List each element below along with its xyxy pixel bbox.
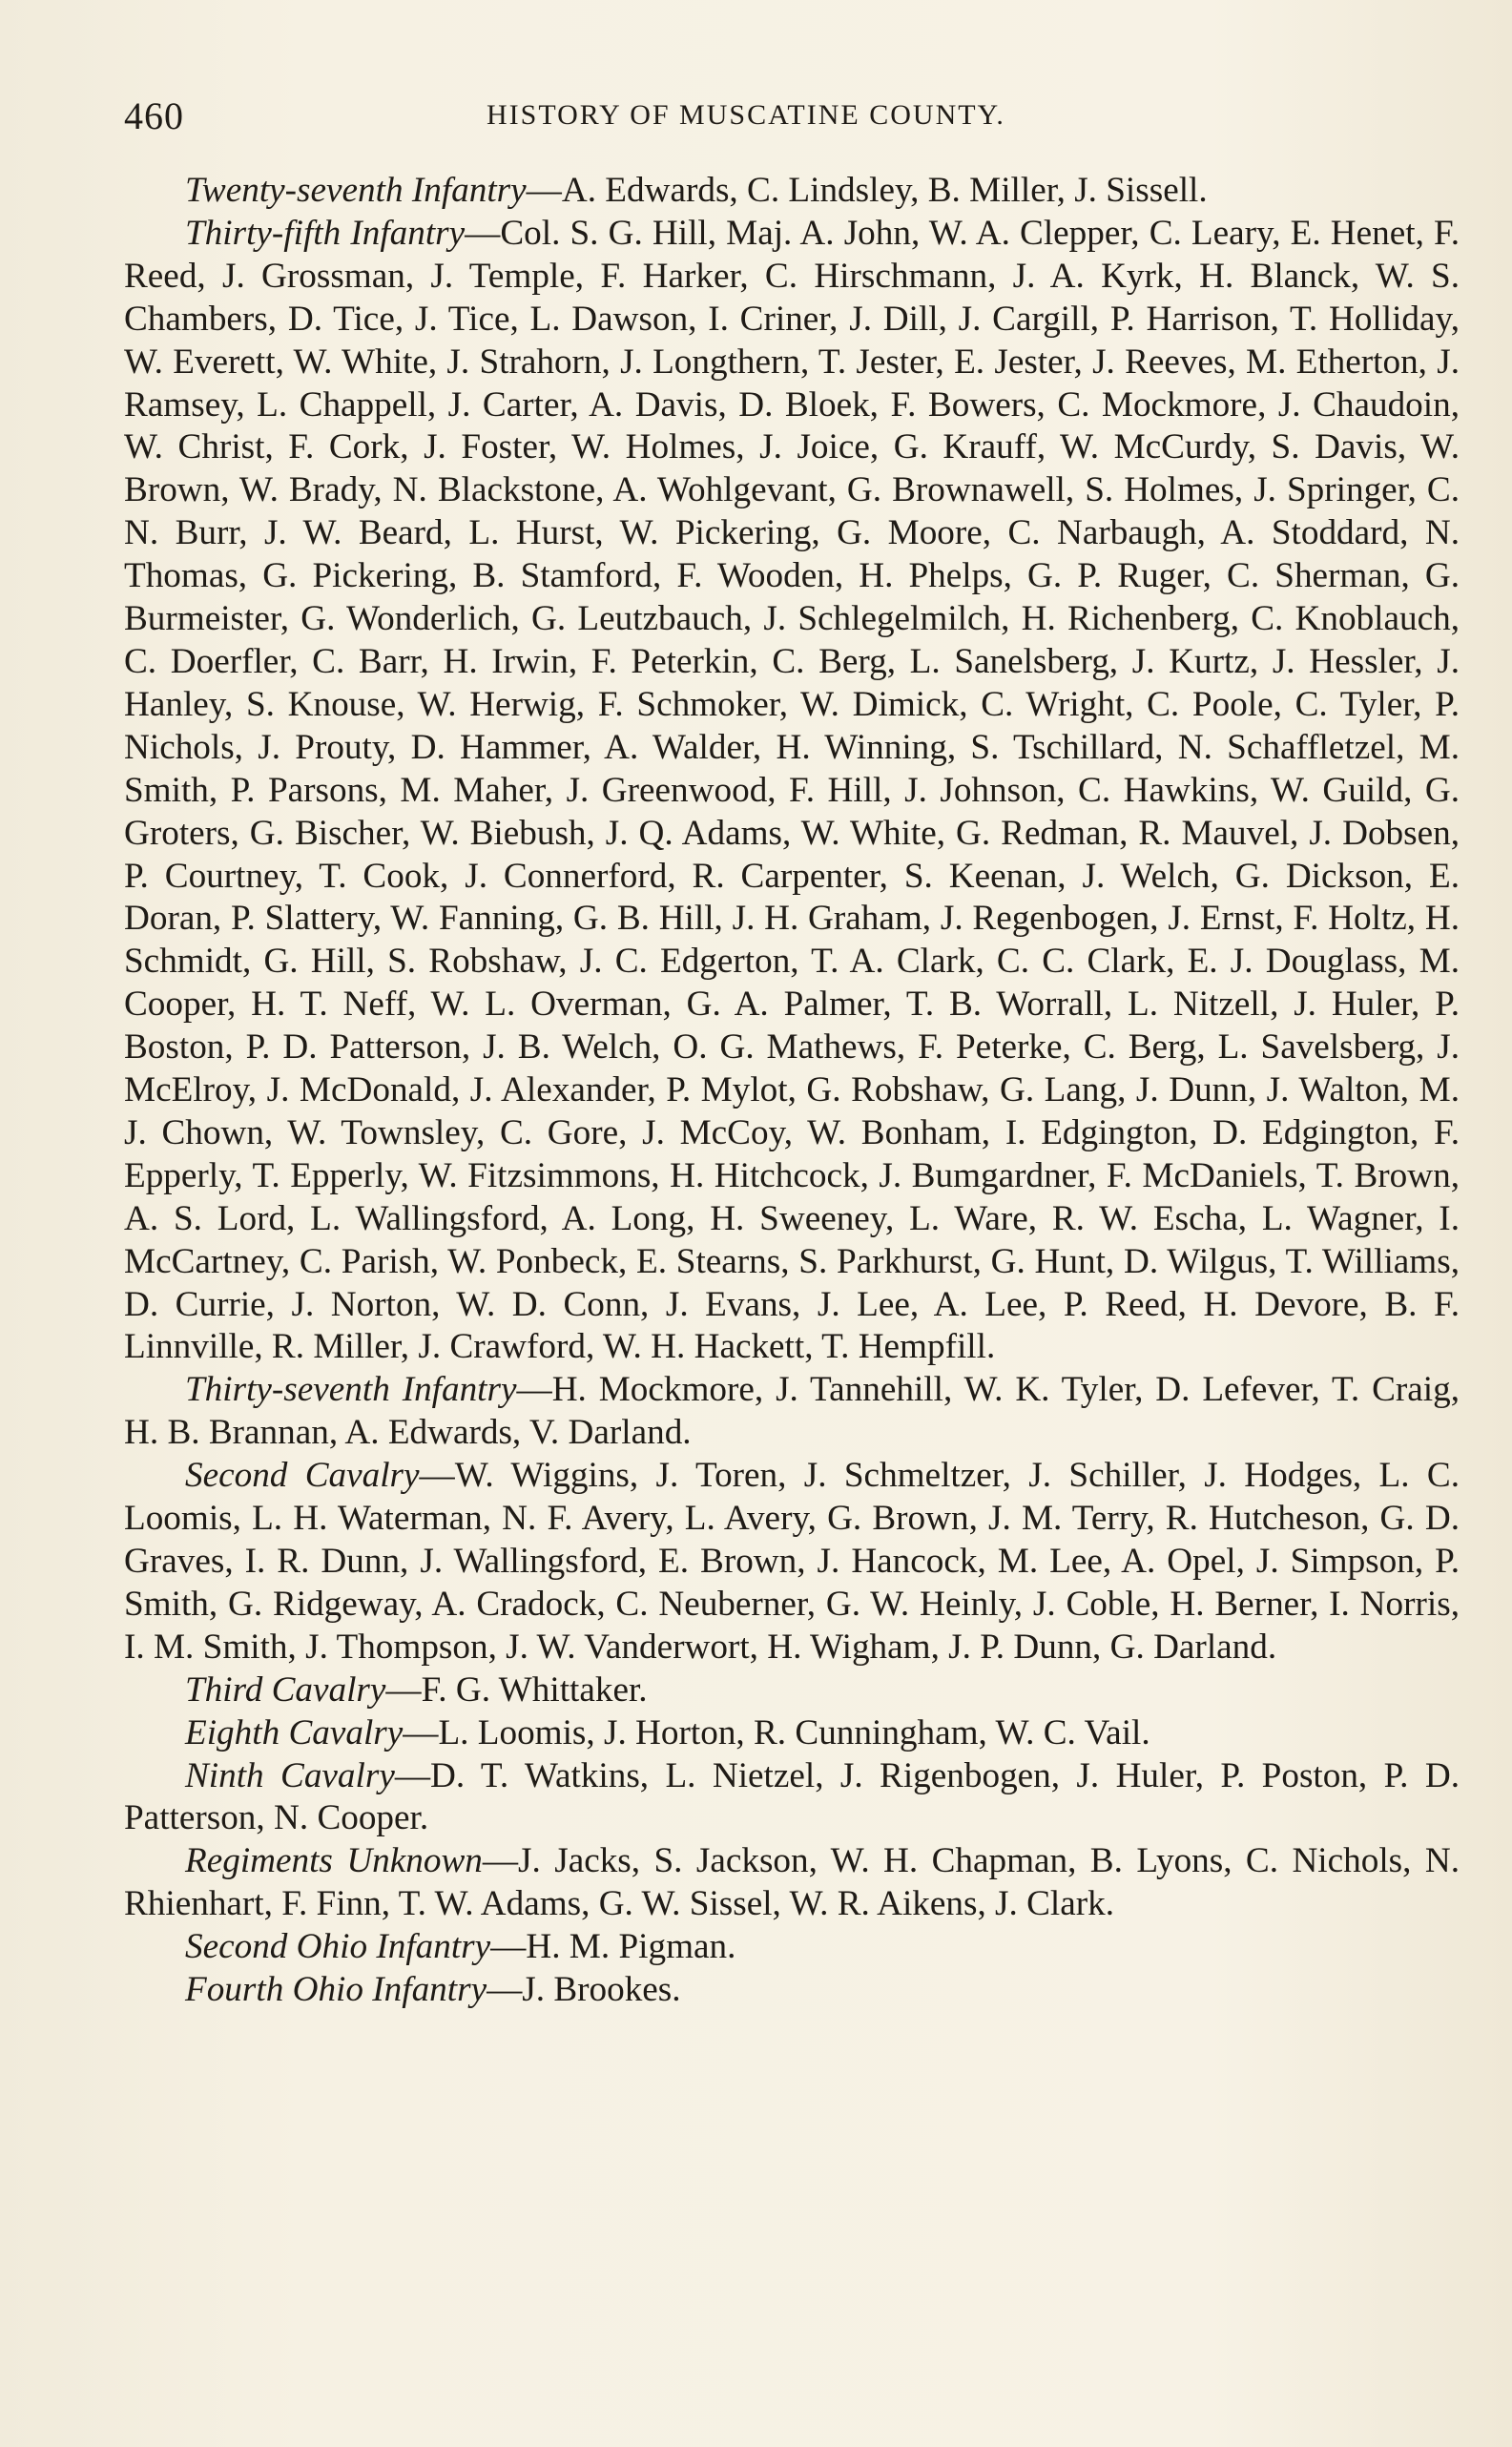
regiment-heading: Fourth Ohio Infantry [185,1970,487,2010]
regiment-heading: Ninth Cavalry [185,1755,395,1795]
regiment-names: H. Mockmore, J. Tannehill, W. K. Tyler, D. Lefever, T. Craig, H. B. Brannan, A. Edwards, V. Darland. [124,1370,1460,1453]
regiment-roster [124,170,1460,2012]
roster-entry: Fourth Ohio Infantry—J. Brookes. [185,1970,681,2010]
regiment-names: L. Loomis, J. Horton, R. Cunningham, W. C. Vail. [438,1712,1150,1752]
regiment-heading: Regiments Unknown [185,1841,483,1881]
roster-entry: Second Ohio Infantry—H. M. Pigman. [185,1927,736,1967]
roster-entry: Twenty-seventh Infantry—A. Edwards, C. Lindsley, B. Miller, J. Sissell. [185,171,1208,210]
regiment-heading: Thirty-fifth Infantry [185,213,466,253]
regiment-heading: Second Ohio Infantry [185,1927,491,1967]
roster-entry: Ninth Cavalry—D. T. Watkins, L. Nietzel, J. Rigenbogen, J. Huler, P. Poston, P. D. Patterson, N. Cooper. [124,1755,1460,1838]
roster-entry: Regiments Unknown—J. Jacks, S. Jackson, W. H. Chapman, B. Lyons, C. Nichols, N. Rhienhart, F. Finn, T. W. Adams, G. W. Sissel, W. R. Aikens, J. Clark. [124,1841,1460,1924]
roster-entry: Thirty-fifth Infantry—Col. S. G. Hill, Maj. A. John, W. A. Clepper, C. Leary, E. Henet, F. Reed, J. Grossman, J. Temple, F. Harker, C. Hirschmann, J. A. Kyrk, H. Blanck, W. S. Chambers, D. Tice, J. Tice, L. Dawson, I. Criner, J. Dill, J. Cargill, P. Harrison, T. Holliday, W. Everett, W. White, J. Strahorn, J. Longthern, T. Jester, E. Jester, J. Reeves, M. Etherton, J. Ramsey, L. Chappell, J. Carter, A. Davis, D. Bloek, F. Bowers, C. Mockmore, J. Chaudoin, W. Christ, F. Cork, J. Foster, W. Holmes, J. Joice, G. Krauff, W. McCurdy, S. Davis, W. Brown, W. Brady, N. Blackstone, A. Wohlgevant, G. Brownawell, S. Holmes, J. Springer, C. N. Burr, J. W. Beard, L. Hurst, W. Pickering, G. Moore, C. Narbaugh, A. Stoddard, N. Thomas, G. Pickering, B. Stamford, F. Wooden, H. Phelps, G. P. Ruger, C. Sherman, G. Burmeister, G. Wonderlich, G. Leutzbauch, J. Schlegelmilch, H. Richenberg, C. Knoblauch, C. Doerfler, C. Barr, H. Irwin, F. Peterkin, C. Berg, L. Sanelsberg, J. Kurtz, J. Hessler, J. Hanley, S. Knouse, W. Herwig, F. Schmoker, W. Dimick, C. Wright, C. Poole, C. Tyler, P. Nichols, J. Prouty, D. Hammer, A. Walder, H. Winning, S. Tschillard, N. Schaffletzel, M. Smith, P. Parsons, M. Maher, J. Greenwood, F. Hill, J. Johnson, C. Hawkins, W. Guild, G. Groters, G. Bischer, W. Biebush, J. Q. Adams, W. White, G. Redman, R. Mauvel, J. Dobsen, P. Courtney, T. Cook, J. Connerford, R. Carpenter, S. Keenan, J. Welch, G. Dickson, E. Doran, P. Slattery, W. Fanning, G. B. Hill, J. H. Graham, J. Regenbogen, J. Ernst, F. Holtz, H. Schmidt, G. Hill, S. Robshaw, J. C. Edgerton, T. A. Clark, C. C. Clark, E. J. Douglass, M. Cooper, H. T. Neff, W. L. Overman, G. A. Palmer, T. B. Worrall, L. Nitzell, J. Huler, P. Boston, P. D. Patterson, J. B. Welch, O. G. Mathews, F. Peterke, C. Berg, L. Savelsberg, J. McElroy, J. McDonald, J. Alexander, P. Mylot, G. Robshaw, G. Lang, J. Dunn, J. Walton, M. J. Chown, W. Townsley, C. Gore, J. McCoy, W. Bonham, I. Edgington, D. Edgington, F. Epperly, T. Epperly, W. Fitzsimmons, H. Hitchcock, J. Bumgardner, F. McDaniels, T. Brown, A. S. Lord, L. Wallingsford, A. Long, H. Sweeney, L. Ware, R. W. Escha, L. Wagner, I. McCartney, C. Parish, W. Ponbeck, E. Stearns, S. Parkhurst, G. Hunt, D. Wilgus, T. Williams, D. Currie, J. Norton, W. D. Conn, J. Evans, J. Lee, A. Lee, P. Reed, H. Devore, B. F. Linnville, R. Miller, J. Crawford, W. H. Hackett, T. Hempfill. [124,213,1460,1367]
regiment-heading: Third Cavalry [185,1669,386,1710]
regiment-heading: Thirty-seventh Infantry [185,1370,517,1410]
regiment-names: D. T. Watkins, L. Nietzel, J. Rigenbogen, J. Huler, P. Poston, P. D. Patterson, N. Cooper. [124,1755,1460,1838]
regiment-names: F. G. Whittaker. [421,1669,648,1710]
regiment-heading: Twenty-seventh Infantry [185,171,527,210]
regiment-names: W. Wiggins, J. Toren, J. Schmeltzer, J. Schiller, J. Hodges, L. C. Loomis, L. H. Waterman, N. F. Avery, L. Avery, G. Brown, J. M. Terry, R. Hutcheson, G. D. Graves, I. R. Dunn, J. Wallingsford, E. Brown, J. Hancock, M. Lee, A. Opel, J. Simpson, P. Smith, G. Ridgeway, A. Cradock, C. Neuberner, G. W. Heinly, J. Coble, H. Berner, I. Norris, I. M. Smith, J. Thompson, J. W. Vanderwort, H. Wigham, J. P. Dunn, G. Darland. [124,1456,1460,1667]
roster-entry: Eighth Cavalry—L. Loomis, J. Horton, R. Cunningham, W. C. Vail. [185,1712,1150,1752]
regiment-names: J. Brookes. [522,1970,681,2010]
roster-entry: Thirty-seventh Infantry—H. Mockmore, J. Tannehill, W. K. Tyler, D. Lefever, T. Craig, H. B. Brannan, A. Edwards, V. Darland. [124,1370,1460,1453]
regiment-names: Col. S. G. Hill, Maj. A. John, W. A. Clepper, C. Leary, E. Henet, F. Reed, J. Grossman, J. Temple, F. Harker, C. Hirschmann, J. A. Kyrk, H. Blanck, W. S. Chambers, D. Tice, J. Tice, L. Dawson, I. Criner, J. Dill, J. Cargill, P. Harrison, T. Holliday, W. Everett, W. White, J. Strahorn, J. Longthern, T. Jester, E. Jester, J. Reeves, M. Etherton, J. Ramsey, L. Chappell, J. Carter, A. Davis, D. Bloek, F. Bowers, C. Mockmore, J. Chaudoin, W. Christ, F. Cork, J. Foster, W. Holmes, J. Joice, G. Krauff, W. McCurdy, S. Davis, W. Brown, W. Brady, N. Blackstone, A. Wohlgevant, G. Brownawell, S. Holmes, J. Springer, C. N. Burr, J. W. Beard, L. Hurst, W. Pickering, G. Moore, C. Narbaugh, A. Stoddard, N. Thomas, G. Pickering, B. Stamford, F. Wooden, H. Phelps, G. P. Ruger, C. Sherman, G. Burmeister, G. Wonderlich, G. Leutzbauch, J. Schlegelmilch, H. Richenberg, C. Knoblauch, C. Doerfler, C. Barr, H. Irwin, F. Peterkin, C. Berg, L. Sanelsberg, J. Kurtz, J. Hessler, J. Hanley, S. Knouse, W. Herwig, F. Schmoker, W. Dimick, C. Wright, C. Poole, C. Tyler, P. Nichols, J. Prouty, D. Hammer, A. Walder, H. Winning, S. Tschillard, N. Schaffletzel, M. Smith, P. Parsons, M. Maher, J. Greenwood, F. Hill, J. Johnson, C. Hawkins, W. Guild, G. Groters, G. Bischer, W. Biebush, J. Q. Adams, W. White, G. Redman, R. Mauvel, J. Dobsen, P. Courtney, T. Cook, J. Connerford, R. Carpenter, S. Keenan, J. Welch, G. Dickson, E. Doran, P. Slattery, W. Fanning, G. B. Hill, J. H. Graham, J. Regenbogen, J. Ernst, F. Holtz, H. Schmidt, G. Hill, S. Robshaw, J. C. Edgerton, T. A. Clark, C. C. Clark, E. J. Douglass, M. Cooper, H. T. Neff, W. L. Overman, G. A. Palmer, T. B. Worrall, L. Nitzell, J. Huler, P. Boston, P. D. Patterson, J. B. Welch, O. G. Mathews, F. Peterke, C. Berg, L. Savelsberg, J. McElroy, J. McDonald, J. Alexander, P. Mylot, G. Robshaw, G. Lang, J. Dunn, J. Walton, M. J. Chown, W. Townsley, C. Gore, J. McCoy, W. Bonham, I. Edgington, D. Edgington, F. Epperly, T. Epperly, W. Fitzsimmons, H. Hitchcock, J. Bumgardner, F. McDaniels, T. Brown, A. S. Lord, L. Wallingsford, A. Long, H. Sweeney, L. Ware, R. W. Escha, L. Wagner, I. McCartney, C. Parish, W. Ponbeck, E. Stearns, S. Parkhurst, G. Hunt, D. Wilgus, T. Williams, D. Currie, J. Norton, W. D. Conn, J. Evans, J. Lee, A. Lee, P. Reed, H. Devore, B. F. Linnville, R. Miller, J. Crawford, W. H. Hackett, T. Hempfill. [124,213,1460,1367]
regiment-heading: Second Cavalry [185,1456,420,1496]
regiment-heading: Eighth Cavalry [185,1712,404,1752]
page-number: 460 [124,94,184,137]
page-header [124,93,1460,141]
roster-entry: Second Cavalry—W. Wiggins, J. Toren, J. Schmeltzer, J. Schiller, J. Hodges, L. C. Loomis, L. H. Waterman, N. F. Avery, L. Avery, G. Brown, J. M. Terry, R. Hutcheson, G. D. Graves, I. R. Dunn, J. Wallingsford, E. Brown, J. Hancock, M. Lee, A. Opel, J. Simpson, P. Smith, G. Ridgeway, A. Cradock, C. Neuberner, G. W. Heinly, J. Coble, H. Berner, I. Norris, I. M. Smith, J. Thompson, J. W. Vanderwort, H. Wigham, J. P. Dunn, G. Darland. [124,1456,1460,1667]
regiment-names: A. Edwards, C. Lindsley, B. Miller, J. Sissell. [561,171,1208,210]
regiment-names: H. M. Pigman. [526,1927,736,1967]
regiment-names: J. Jacks, S. Jackson, W. H. Chapman, B. Lyons, C. Nichols, N. Rhienhart, F. Finn, T. W. Adams, G. W. Sissel, W. R. Aikens, J. Clark. [124,1841,1460,1924]
running-title: HISTORY OF MUSCATINE COUNTY. [487,99,1005,131]
roster-entry: Third Cavalry—F. G. Whittaker. [185,1669,648,1710]
